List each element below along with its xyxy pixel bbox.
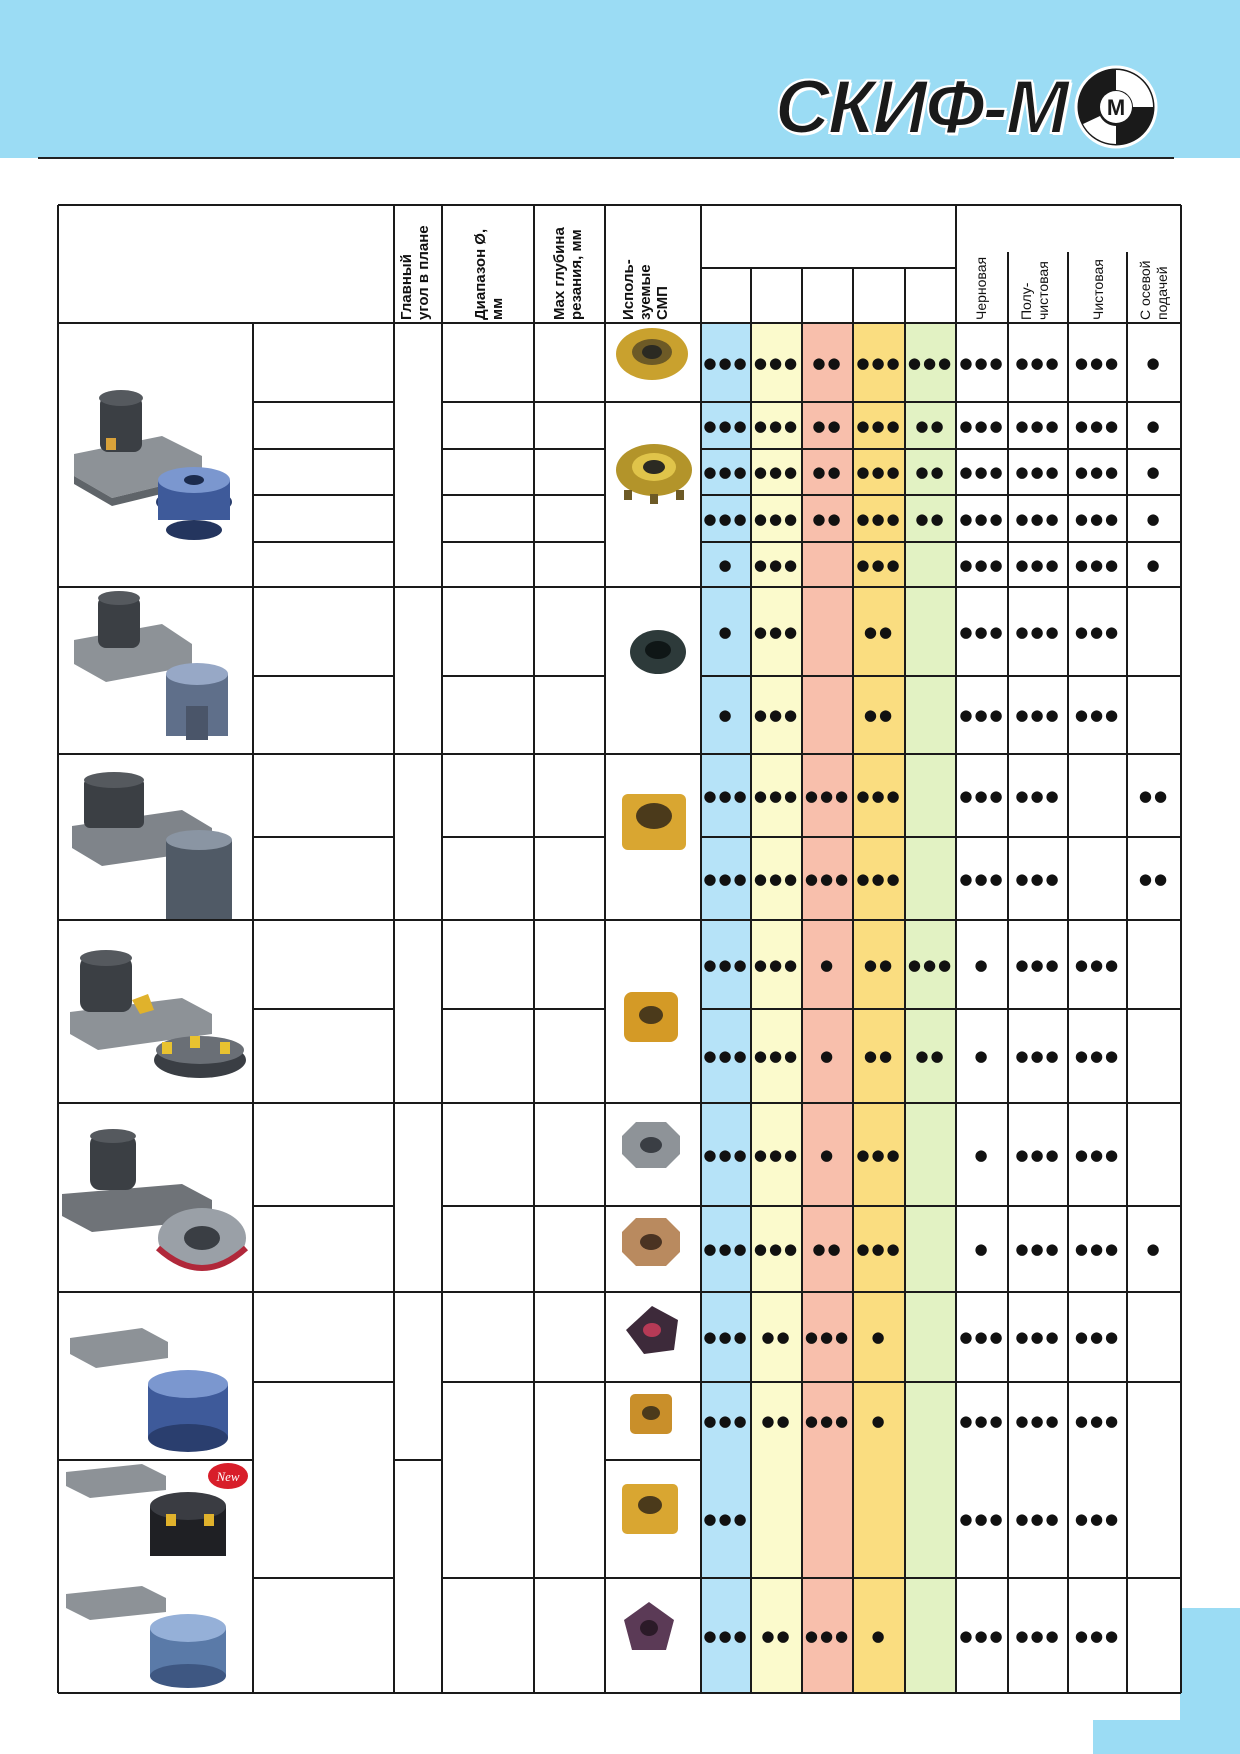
material-rating-dots: ●● xyxy=(812,1240,843,1258)
material-rating-dots: ●●● xyxy=(804,786,851,805)
material-rating-dots: ● xyxy=(871,1328,887,1346)
table-hline xyxy=(442,675,605,677)
table-hline xyxy=(442,541,605,543)
material-rating-dots: ●●● xyxy=(804,1626,851,1645)
octagonal-insert-bronze-icon xyxy=(620,1216,682,1268)
material-rating-dots: ●● xyxy=(761,1412,792,1430)
material-rating-dots: ●●● xyxy=(856,555,902,574)
material-rating-dots: ● xyxy=(718,622,734,641)
group-separator xyxy=(58,1291,1181,1293)
operation-rating-dots: ● xyxy=(1146,463,1162,481)
operation-rating-dots: ● xyxy=(1146,509,1162,528)
milling-cutter-square-shoulder-icon xyxy=(62,770,252,930)
operation-rating-dots: ●●● xyxy=(1015,416,1061,435)
table-hline xyxy=(253,836,394,838)
group-separator xyxy=(58,919,1181,921)
face-mill-pentagonal-inserts-icon xyxy=(62,1582,252,1692)
table-hline xyxy=(605,401,701,403)
octagonal-insert-gray-icon xyxy=(620,1120,682,1170)
header-op-finish: Чистовая xyxy=(1090,259,1106,320)
table-vline xyxy=(533,205,535,1693)
operation-rating-dots: ●●● xyxy=(959,706,1005,724)
operation-rating-dots: ●●● xyxy=(959,555,1005,574)
material-rating-dots: ●●● xyxy=(804,869,851,888)
material-rating-dots: ●●● xyxy=(856,416,902,435)
material-rating-dots: ●●● xyxy=(856,786,902,805)
face-mill-new-icon xyxy=(62,1458,252,1576)
table-hline xyxy=(701,1381,1181,1383)
table-hline xyxy=(442,494,605,496)
table-hline xyxy=(701,1008,1181,1010)
group-separator xyxy=(58,586,1181,588)
table-vline xyxy=(393,205,395,1693)
group-separator xyxy=(58,1692,1181,1694)
operation-rating-dots: ●●● xyxy=(959,463,1005,481)
operation-rating-dots: ● xyxy=(1146,416,1162,435)
operation-rating-dots: ●●● xyxy=(1015,463,1061,481)
material-rating-dots: ●● xyxy=(863,955,895,974)
milling-cutter-round-inserts-icon xyxy=(62,380,252,560)
header-main-angle: Главный угол в плане xyxy=(398,225,432,320)
operation-rating-dots: ●●● xyxy=(1074,1047,1121,1065)
table-hline xyxy=(253,675,394,677)
table-hline xyxy=(442,836,605,838)
header-inserts-used: Исполь- зуемые СМП xyxy=(620,259,671,320)
material-rating-dots: ●● xyxy=(915,509,946,528)
material-rating-dots: ●●● xyxy=(753,1240,800,1258)
operation-rating-dots: ●●● xyxy=(959,416,1005,435)
operation-rating-dots: ● xyxy=(974,1047,990,1065)
table-hline xyxy=(253,494,394,496)
angle-separator xyxy=(394,919,442,921)
table-hline xyxy=(442,1577,605,1579)
operation-rating-dots: ●●● xyxy=(959,1626,1005,1645)
operation-rating-dots: ●●● xyxy=(1015,869,1061,888)
operation-rating-dots: ●●● xyxy=(959,622,1005,641)
material-rating-dots: ●● xyxy=(761,1626,792,1645)
material-rating-dots: ●●● xyxy=(856,1145,902,1164)
material-rating-dots: ● xyxy=(871,1412,887,1430)
square-insert-small-gold-icon xyxy=(626,1390,676,1438)
header-op-rough: Черновая xyxy=(973,256,989,320)
table-hline xyxy=(253,401,394,403)
square-insert-gold-icon xyxy=(618,788,690,854)
angle-separator xyxy=(394,1102,442,1104)
material-rating-dots: ●● xyxy=(915,463,946,481)
milling-cutter-round-inserts-icon xyxy=(62,588,252,758)
material-rating-dots: ●●● xyxy=(856,869,902,888)
operation-rating-dots: ●●● xyxy=(1015,955,1061,974)
table-hline xyxy=(253,1205,394,1207)
operation-rating-dots: ●●● xyxy=(1074,1412,1121,1430)
operation-rating-dots: ●●● xyxy=(1015,786,1061,805)
material-rating-dots: ●●● xyxy=(703,416,749,435)
angle-separator xyxy=(394,1291,442,1293)
material-rating-dots: ●● xyxy=(863,1047,895,1065)
material-rating-dots: ●●● xyxy=(753,1047,800,1065)
material-rating-dots: ●● xyxy=(863,622,895,641)
material-rating-dots: ●●● xyxy=(753,622,800,641)
material-rating-dots: ●●● xyxy=(703,955,749,974)
material-rating-dots: ●●● xyxy=(856,1240,902,1258)
table-hline xyxy=(701,675,1181,677)
round-insert-dark-icon xyxy=(628,626,688,678)
operation-rating-dots: ● xyxy=(974,1145,990,1164)
operation-rating-dots: ● xyxy=(974,955,990,974)
operation-rating-dots: ●●● xyxy=(1074,555,1121,574)
table-top-border xyxy=(58,204,1181,206)
table-hline xyxy=(701,494,1181,496)
header-op-semi: Полу- чистовая xyxy=(1018,261,1051,320)
material-rating-dots: ●●● xyxy=(703,786,749,805)
square-insert-large-gold-icon xyxy=(618,1480,682,1538)
square-insert-purple-icon xyxy=(624,1304,680,1356)
material-rating-dots: ●●● xyxy=(753,463,800,481)
material-rating-dots: ●●● xyxy=(856,353,902,372)
operation-rating-dots: ●●● xyxy=(1015,353,1061,372)
operation-rating-dots: ●●● xyxy=(1015,1626,1061,1645)
operation-rating-dots: ●●● xyxy=(1015,622,1061,641)
operation-rating-dots: ●●● xyxy=(1015,1145,1061,1164)
milling-cutter-octagonal-inserts-icon xyxy=(62,1128,252,1288)
operation-rating-dots: ●●● xyxy=(1074,622,1121,641)
material-rating-dots: ●● xyxy=(812,353,843,372)
illustration-separator xyxy=(58,1459,253,1461)
material-rating-dots: ●●● xyxy=(907,353,954,372)
table-hline xyxy=(253,1577,394,1579)
emblem-letter: M xyxy=(1107,95,1126,120)
operation-rating-dots: ●●● xyxy=(1074,1510,1121,1528)
material-rating-dots: ● xyxy=(718,555,734,574)
operation-rating-dots: ●●● xyxy=(959,353,1005,372)
operation-rating-dots: ●●● xyxy=(1015,509,1061,528)
material-rating-dots: ●●● xyxy=(753,786,800,805)
operation-rating-dots: ●●● xyxy=(1074,353,1121,372)
operation-rating-dots: ●●● xyxy=(959,1328,1005,1346)
table-hline xyxy=(605,1205,701,1207)
header-op-axial: С осевой подачей xyxy=(1137,260,1170,320)
material-rating-dots: ● xyxy=(819,955,836,974)
material-rating-dots: ●● xyxy=(863,706,895,724)
table-hline xyxy=(442,401,605,403)
material-rating-dots: ●● xyxy=(915,416,946,435)
table-hline xyxy=(253,1008,394,1010)
material-rating-dots: ●●● xyxy=(703,869,749,888)
material-rating-dots: ●●● xyxy=(753,955,800,974)
table-hline xyxy=(442,1008,605,1010)
operation-rating-dots: ●● xyxy=(1138,786,1170,805)
material-rating-dots: ●●● xyxy=(753,706,800,724)
milling-cutter-45-degree-icon xyxy=(62,950,252,1100)
material-rating-dots: ●●● xyxy=(804,1328,851,1346)
material-rating-dots: ●●● xyxy=(703,1047,749,1065)
table-header-border xyxy=(58,322,1181,324)
material-rating-dots: ●●● xyxy=(703,1626,749,1645)
table-hline xyxy=(442,1381,605,1383)
material-rating-dots: ●●● xyxy=(753,353,800,372)
material-rating-dots: ●● xyxy=(812,416,843,435)
table-hline xyxy=(253,1381,394,1383)
material-rating-dots: ●●● xyxy=(753,1145,800,1164)
material-rating-dots: ●●● xyxy=(703,1145,749,1164)
table-hline xyxy=(701,401,1181,403)
table-hline xyxy=(253,541,394,543)
material-rating-dots: ●●● xyxy=(907,955,954,974)
face-mill-square-inserts-icon xyxy=(62,1318,252,1458)
operation-rating-dots: ●●● xyxy=(1074,463,1121,481)
operation-rating-dots: ●●● xyxy=(1074,1145,1121,1164)
table-left-border xyxy=(57,205,59,1693)
table-hline xyxy=(701,1577,1181,1579)
operation-rating-dots: ●●● xyxy=(959,1510,1005,1528)
brand-name: СКИФ-М xyxy=(775,64,1068,150)
material-rating-dots: ●●● xyxy=(703,463,749,481)
operation-rating-dots: ●●● xyxy=(959,786,1005,805)
material-rating-dots: ●●● xyxy=(753,869,800,888)
operation-rating-dots: ●●● xyxy=(1015,1412,1061,1430)
operation-rating-dots: ●●● xyxy=(1074,955,1121,974)
group-separator xyxy=(58,1102,1181,1104)
material-rating-dots: ●●● xyxy=(703,1412,749,1430)
material-rating-dots: ●●● xyxy=(856,463,902,481)
round-insert-notched-icon xyxy=(614,440,694,506)
operation-rating-dots: ●●● xyxy=(959,869,1005,888)
operation-rating-dots: ●●● xyxy=(959,509,1005,528)
material-rating-dots: ●●● xyxy=(703,353,749,372)
table-hline xyxy=(442,1205,605,1207)
operation-rating-dots: ●●● xyxy=(1074,416,1121,435)
angle-separator xyxy=(394,1459,442,1461)
material-rating-dots: ●● xyxy=(761,1328,792,1346)
operation-rating-dots: ●●● xyxy=(1074,706,1121,724)
table-vline xyxy=(604,205,606,1693)
material-rating-dots: ●●● xyxy=(703,1510,749,1528)
table-hline xyxy=(605,1381,701,1383)
material-rating-dots: ●● xyxy=(812,509,843,528)
operation-rating-dots: ●●● xyxy=(1074,509,1121,528)
material-rating-dots: ●●● xyxy=(703,509,749,528)
material-rating-dots: ● xyxy=(819,1145,836,1164)
operation-rating-dots: ● xyxy=(974,1240,990,1258)
square-insert-45-icon xyxy=(620,988,682,1046)
table-hline xyxy=(701,836,1181,838)
operation-rating-dots: ● xyxy=(1146,1240,1162,1258)
material-rating-dots: ●●● xyxy=(856,509,902,528)
material-rating-dots: ● xyxy=(871,1626,887,1645)
operation-rating-dots: ●●● xyxy=(1074,1328,1121,1346)
round-insert-icon xyxy=(614,326,690,382)
operation-rating-dots: ●●● xyxy=(959,1412,1005,1430)
material-rating-dots: ● xyxy=(718,706,734,724)
operation-rating-dots: ●●● xyxy=(1015,1240,1061,1258)
material-rating-dots: ●●● xyxy=(703,1328,749,1346)
material-rating-dots: ●● xyxy=(812,463,843,481)
table-hline xyxy=(701,1205,1181,1207)
table-hline xyxy=(701,448,1181,450)
operation-rating-dots: ● xyxy=(1146,353,1162,372)
material-rating-dots: ●●● xyxy=(753,509,800,528)
operation-rating-dots: ●●● xyxy=(1074,1240,1121,1258)
operation-rating-dots: ●●● xyxy=(1015,1510,1061,1528)
material-rating-dots: ●●● xyxy=(753,416,800,435)
material-rating-dots: ● xyxy=(819,1047,836,1065)
operation-rating-dots: ●●● xyxy=(1074,1626,1121,1645)
table-hline xyxy=(701,541,1181,543)
material-subheader-line xyxy=(701,267,956,269)
pentagonal-insert-icon xyxy=(622,1600,676,1654)
operation-rating-dots: ●●● xyxy=(1015,555,1061,574)
operation-rating-dots: ●●● xyxy=(1015,1047,1061,1065)
operation-rating-dots: ●●● xyxy=(1015,706,1061,724)
table-hline xyxy=(253,448,394,450)
table-hline xyxy=(442,448,605,450)
new-badge: New xyxy=(216,1469,240,1484)
material-rating-dots: ●●● xyxy=(753,555,800,574)
table-vline xyxy=(441,205,443,1693)
material-rating-dots: ●● xyxy=(915,1047,946,1065)
operation-rating-dots: ● xyxy=(1146,555,1162,574)
material-rating-dots: ●●● xyxy=(804,1412,851,1430)
header-max-depth: Max глубина резания, мм xyxy=(551,227,585,320)
operation-rating-dots: ●● xyxy=(1138,869,1170,888)
material-rating-dots: ●●● xyxy=(703,1240,749,1258)
operation-rating-dots: ●●● xyxy=(1015,1328,1061,1346)
group-separator xyxy=(58,753,1181,755)
table-hline xyxy=(605,1577,701,1579)
header-diameter-range: Диапазон Ø, мм xyxy=(472,228,506,320)
table-hline xyxy=(605,1459,701,1461)
